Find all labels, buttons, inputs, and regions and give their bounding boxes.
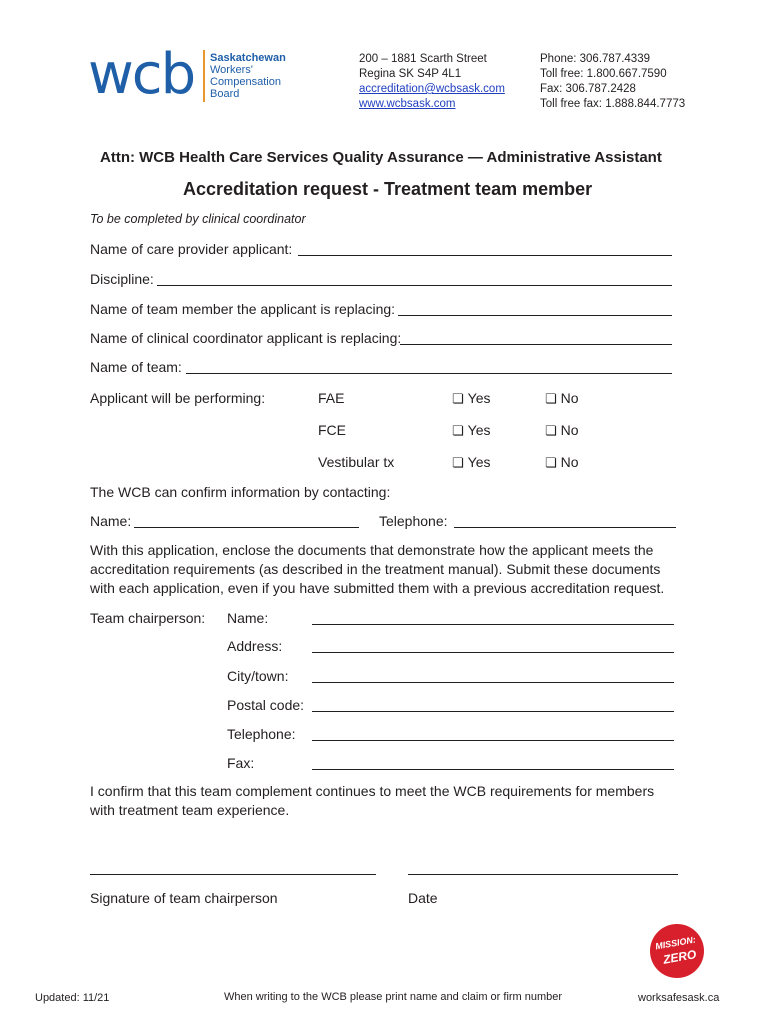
toll-free-fax: Toll free fax: 1.888.844.7773	[540, 98, 686, 110]
chair-city-field[interactable]	[312, 682, 674, 683]
chair-postal-field[interactable]	[312, 711, 674, 712]
team-name-label: Name of team:	[90, 359, 182, 375]
logo-line-board: Board	[210, 88, 240, 100]
chair-telephone-field[interactable]	[312, 740, 674, 741]
contact-block	[540, 52, 685, 112]
discipline-field[interactable]	[157, 285, 672, 286]
form-subtitle: To be completed by clinical coordinator	[90, 212, 306, 226]
contact-telephone-label: Telephone:	[379, 513, 448, 529]
discipline-label: Discipline:	[90, 271, 154, 287]
checkbox-icon[interactable]: ❏	[545, 455, 557, 470]
service-vestibular: Vestibular tx	[318, 454, 395, 470]
toll-free: Toll free: 1.800.667.7590	[540, 68, 667, 80]
chair-fax-field[interactable]	[312, 769, 674, 770]
chair-city-label: City/town:	[227, 668, 289, 684]
chairperson-label: Team chairperson:	[90, 610, 206, 626]
checkbox-icon[interactable]: ❏	[545, 423, 557, 438]
team-member-replacing-field[interactable]	[398, 315, 672, 316]
service-fce: FCE	[318, 422, 346, 438]
email-link[interactable]: accreditation@wcbsask.com	[359, 83, 505, 95]
badge-line-zero: ZERO	[662, 947, 698, 967]
contact-name-field[interactable]	[134, 527, 359, 528]
logo-divider	[203, 50, 205, 102]
badge-line-mission: MISSION:	[654, 934, 697, 952]
attn-line: Attn: WCB Health Care Services Quality Assurance — Administrative Assistant	[100, 149, 662, 166]
care-provider-field[interactable]	[298, 255, 672, 256]
mission-zero-badge	[650, 924, 704, 978]
checkbox-icon[interactable]: ❏	[452, 455, 464, 470]
chair-name-field[interactable]	[312, 624, 674, 625]
vestibular-no-option[interactable]: ❏ No	[545, 454, 579, 470]
address-line-1: 200 – 1881 Scarth Street	[359, 53, 487, 65]
coordinator-replacing-label: Name of clinical coordinator applicant is replacing:	[90, 330, 402, 346]
date-label: Date	[408, 890, 438, 906]
chair-fax-label: Fax:	[227, 755, 255, 771]
footer-note: When writing to the WCB please print name and claim or firm number	[224, 991, 563, 1003]
enclose-instructions: With this application, enclose the documents that demonstrate how the applicant meets the accreditation requirements (as described in the treatment manual). Submit these documents with each application, even if you have submitted them with a previous accreditation request.	[90, 542, 665, 596]
fce-yes-option[interactable]: ❏ Yes	[452, 422, 491, 438]
fax: Fax: 306.787.2428	[540, 83, 636, 95]
team-member-replacing-label: Name of team member the applicant is replacing:	[90, 301, 396, 317]
chair-address-field[interactable]	[312, 652, 674, 653]
chair-postal-label: Postal code:	[227, 697, 305, 713]
fae-yes-option[interactable]: ❏ Yes	[452, 390, 491, 406]
phone: Phone: 306.787.4339	[540, 53, 650, 65]
wcb-logo	[88, 42, 293, 108]
confirmation-text: I confirm that this team complement continues to meet the WCB requirements for members with treatment team experience.	[90, 783, 655, 818]
footer-site: worksafesask.ca	[638, 992, 720, 1004]
confirm-contact-intro: The WCB can confirm information by contacting:	[90, 484, 391, 500]
contact-telephone-field[interactable]	[454, 527, 676, 528]
logo-line-workers: Workers'	[210, 64, 253, 76]
service-fae: FAE	[318, 390, 345, 406]
date-field[interactable]	[408, 874, 678, 875]
chair-name-label: Name:	[227, 610, 269, 626]
checkbox-icon[interactable]: ❏	[452, 423, 464, 438]
footer-updated: Updated: 11/21	[35, 992, 110, 1004]
logo-wordmark: wcb	[88, 42, 195, 107]
team-name-field[interactable]	[186, 373, 672, 374]
contact-name-label: Name:	[90, 513, 132, 529]
fce-no-option[interactable]: ❏ No	[545, 422, 579, 438]
address-block	[359, 52, 505, 112]
website-link[interactable]: www.wcbsask.com	[359, 98, 456, 110]
signature-field[interactable]	[90, 874, 376, 875]
vestibular-yes-option[interactable]: ❏ Yes	[452, 454, 491, 470]
coordinator-replacing-field[interactable]	[400, 344, 672, 345]
fae-no-option[interactable]: ❏ No	[545, 390, 579, 406]
signature-label: Signature of team chairperson	[90, 890, 278, 906]
address-line-2: Regina SK S4P 4L1	[359, 68, 462, 80]
checkbox-icon[interactable]: ❏	[452, 391, 464, 406]
logo-line-compensation: Compensation	[210, 76, 281, 88]
checkbox-icon[interactable]: ❏	[545, 391, 557, 406]
form-title: Accreditation request - Treatment team member	[183, 179, 593, 199]
logo-line-saskatchewan: Saskatchewan	[210, 52, 286, 64]
performing-label: Applicant will be performing:	[90, 390, 266, 406]
care-provider-label: Name of care provider applicant:	[90, 241, 293, 257]
chair-telephone-label: Telephone:	[227, 726, 296, 742]
chair-address-label: Address:	[227, 638, 283, 654]
